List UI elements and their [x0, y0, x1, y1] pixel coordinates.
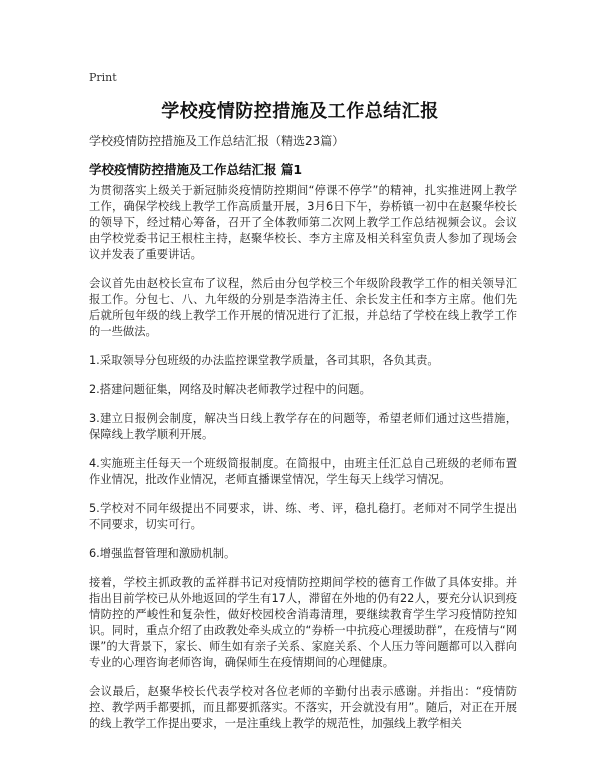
- paragraph: 1.采取领导分包班级的办法监控课堂教学质量，各司其职，各负其责。: [89, 354, 439, 367]
- paragraph: 5.学校对不同年级提出不同要求，讲、练、考、评，稳扎稳打。老师对不同学生提出不同要求，切实可行。: [89, 502, 517, 531]
- print-label[interactable]: Print: [89, 71, 117, 84]
- paragraph: 为贯彻落实上级关于新冠肺炎疫情防控期间“停课不停学”的精神，扎实推进网上教学工作，确保学校线上教学工作高质量开展，3月6日下午，券桥镇一初中在赵聚华校长的领导下，经过精心筹备，召开了全体教师第二次网上教学工作总结视频会议。会议由学校党委书记王根柱主持，赵聚华校长、李方主席及相关科室负责人参加了现场会议并发表了重要讲话。: [89, 184, 517, 261]
- paragraph: 4.实施班主任每天一个班级简报制度。在简报中，由班主任汇总自己班级的老师布置作业情况，批改作业情况，老师直播课堂情况，学生每天上线学习情况。: [89, 457, 517, 486]
- document-subtitle: 学校疫情防控措施及工作总结汇报（精选23篇）: [89, 134, 345, 148]
- paragraph: 会议最后，赵聚华校长代表学校对各位老师的辛勤付出表示感谢。并指出：“疫情防控、教学两手都要抓，而且都要抓落实。不落实，开会就没有用”。随后，对正在开展的线上教学工作提出要求，一是注重线上教学的规范性，加强线上教学相关: [89, 685, 517, 730]
- page-title: 学校疫情防控措施及工作总结汇报: [161, 101, 439, 122]
- section-heading: 学校疫情防控措施及工作总结汇报 篇1: [89, 162, 303, 177]
- paragraph: 3.建立日报例会制度，解决当日线上教学存在的问题等，希望老师们通过这些措施，保障线上教学顺利开展。: [89, 412, 517, 441]
- paragraph: 2.搭建问题征集，网络及时解决老师教学过程中的问题。: [89, 383, 371, 396]
- document-body: [89, 183, 517, 745]
- paragraph: 接着，学校主抓政教的孟祥群书记对疫情防控期间学校的德育工作做了具体安排。并指出目前学校已从外地返回的学生有17人，滞留在外地的仍有22人，要充分认识到疫情防控的严峻性和复杂性，做好校园校舍消毒清理，要继续教育学生学习疫情防控知识。同时，重点介绍了由政教处牵头成立的“券桥一中抗疫心理援助群”，在疫情与“网课”的大背景下，家长、师生如有亲子关系、家庭关系、个人压力等问题都可以入群向专业的心理咨询老师咨询，确保师生在疫情期间的心理健康。: [89, 576, 517, 669]
- paragraph: 6.增强监督管理和激励机制。: [89, 547, 236, 560]
- paragraph: 会议首先由赵校长宣布了议程，然后由分包学校三个年级阶段教学工作的相关领导汇报工作。分包七、八、九年级的分别是李浩涛主任、余长发主任和李方主席。他们先后就所包年级的线上教学工作开展的情况进行了汇报，并总结了学校在线上教学工作的一些做法。: [89, 277, 517, 338]
